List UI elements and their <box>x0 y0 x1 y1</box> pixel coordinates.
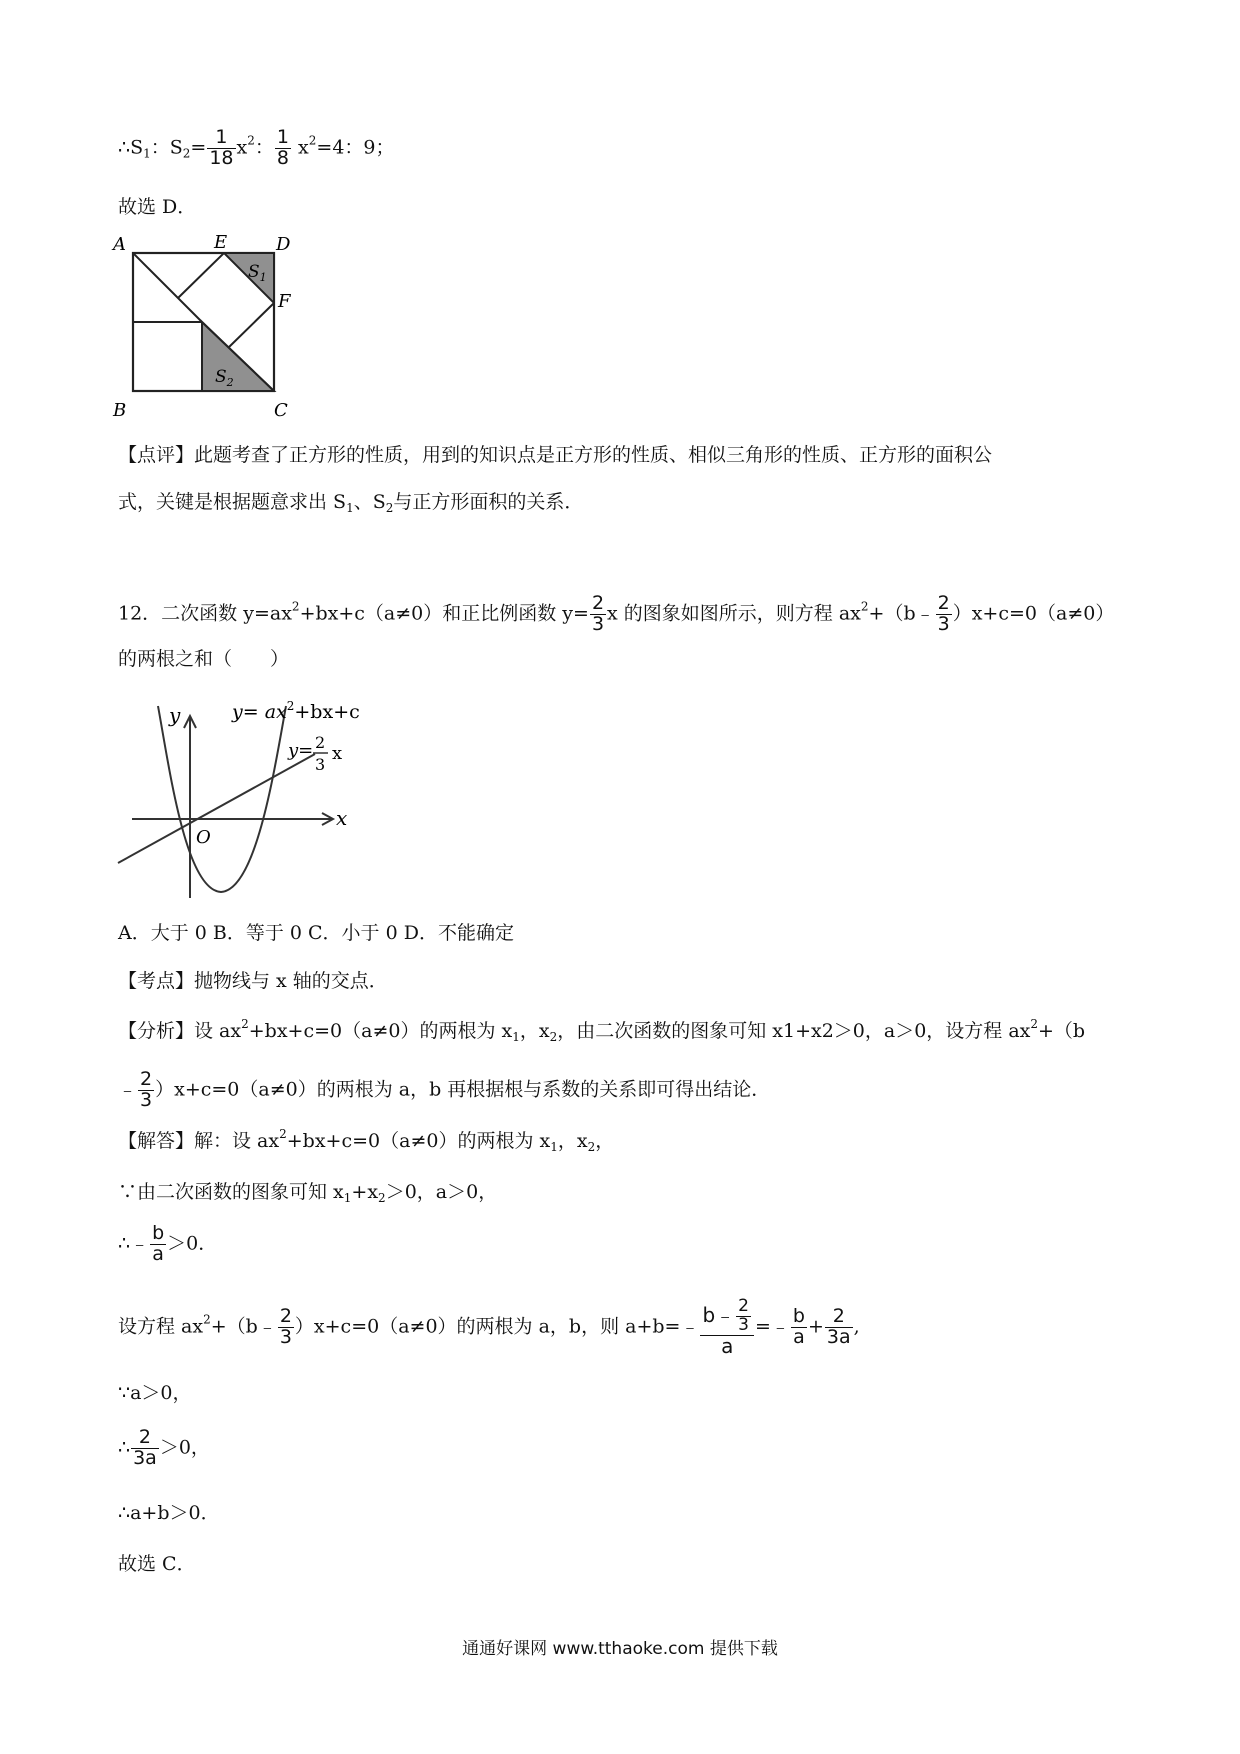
label-c: C <box>274 400 288 421</box>
parabola-curve <box>158 706 286 892</box>
comment-tag: 【点评】 <box>118 444 195 466</box>
compound-fraction: b﹣ $\frac{2}{3}$ a <box>700 1298 754 1357</box>
fraction-b-a: $\frac{b}{a}$ <box>152 1222 165 1265</box>
analysis-line-1: 【分析】设 $ax^2+bx+c=0(a\ne 0)$的两根为 $x_1$，$x_2$，由二次函数的图象可知 x1+x2＞0，a＞0，设方程 $ax^2+(b$ <box>118 1017 1086 1044</box>
square-figure <box>110 228 310 428</box>
answer-line-3: ∴﹣ $\frac{b}{a}$ ＞0． <box>118 1222 218 1265</box>
answer-line-5: ∵a＞0， <box>118 1382 192 1404</box>
comment-line-1: 【点评】此题考查了正方形的性质，用到的知识点是正方形的性质、相似三角形的性质、正方形的面积公 <box>118 444 993 466</box>
question-12-line-2: 的两根之和（ ） <box>118 648 290 670</box>
fraction-2-3-c: $\frac{2}{3}$ <box>140 1068 153 1111</box>
fraction-1-8: $\frac{1}{8}$ <box>276 126 289 169</box>
line-label-prefix: y= <box>288 740 314 761</box>
y-axis-label: y <box>169 703 181 727</box>
function-graph <box>110 690 390 902</box>
label-e: E <box>214 232 228 253</box>
label-a: A <box>113 234 126 255</box>
line-label-x: x <box>332 743 343 764</box>
answer-line-1: 【解答】解：设 $ax^2+bx+c=0(a\ne 0)$的两根为 $x_1$，$x_2$， <box>118 1127 615 1154</box>
comment-line-2: 式，关键是根据题意求出 $S_1$、$S_2$与正方形面积的关系． <box>118 491 584 515</box>
label-f: F <box>278 291 291 312</box>
label-s2: $S_2$ <box>215 367 234 389</box>
fraction-1-18: $\frac{1}{18}$ <box>209 126 234 169</box>
answer-line-2: ∵由二次函数的图象可知 $x_1+x_2>0$，a＞0， <box>118 1181 498 1205</box>
fraction-2-3-a: $\frac{2}{3}$ <box>591 592 605 635</box>
label-b: B <box>113 400 127 421</box>
origin-label: O <box>196 827 211 848</box>
solution-ratio-line: $\therefore S_1$：$S_2=$ $\frac{1}{18}$ $x^2$： $\frac{1}{8}$ $x^2=4$：9； <box>118 126 395 169</box>
label-s1: $S_1$ <box>248 262 267 284</box>
choice-d-line: 故选 D． <box>118 196 197 218</box>
question-12-line-1: 12．二次函数 $y=ax^2+bx+c(a\ne 0)$和正比例函数 y= $\frac{2}{3}$ x 的图象如图所示，则方程 $ax^2+(b﹣$ $\frac{2}{3}$ ）x+c=0（a≠0） <box>118 592 1115 635</box>
line-label-num: 2 <box>315 733 326 752</box>
fraction-2-3a: $\frac{2}{3a}$ <box>826 1304 851 1348</box>
answer-options: A．大于 0 B．等于 0 C．小于 0 D．不能确定 <box>118 922 514 944</box>
fraction-2-3-d: $\frac{2}{3}$ <box>279 1304 292 1348</box>
answer-line-6: ∴ $\frac{2}{3a}$ ＞0， <box>118 1426 210 1469</box>
line-label-den: 3 <box>315 755 326 774</box>
fraction-2-3a-2: $\frac{2}{3a}$ <box>133 1426 157 1469</box>
segment-f-to-inner <box>228 303 274 348</box>
segment-e-to-inner <box>178 253 224 298</box>
segment-a-to-f <box>133 253 202 322</box>
fraction-2-3-b: $\frac{2}{3}$ <box>937 592 950 635</box>
label-d: D <box>276 234 291 255</box>
answer-line-7: ∴a+b＞0． <box>118 1502 220 1524</box>
x-axis-label: x <box>336 806 348 830</box>
proportional-line <box>118 754 315 863</box>
fraction-b-a-2: $\frac{b}{a}$ <box>792 1304 805 1348</box>
kaodian-line: 【考点】抛物线与 x 轴的交点． <box>118 970 388 992</box>
footer-source: 通通好课网 www.tthaoke.com 提供下载 <box>462 1639 778 1659</box>
parabola-label: $y= ax^2+bx+c$ <box>232 699 360 723</box>
choice-c-line: 故选 C． <box>118 1553 196 1575</box>
answer-line-4: 设方程 $ax^2+(b﹣$ $\frac{2}{3}$ ）x+c=0（a≠0）的两根为 a，b，则 a+b=﹣ b﹣ $\frac{2}{3}$ a =﹣ $\frac{b}{a}$ + $\frac{2}{3a}$ , <box>118 1296 860 1358</box>
analysis-line-2: ﹣ $\frac{2}{3}$ ）x+c=0（a≠0）的两根为 a，b 再根据根与系数的关系即可得出结论． <box>118 1068 771 1111</box>
